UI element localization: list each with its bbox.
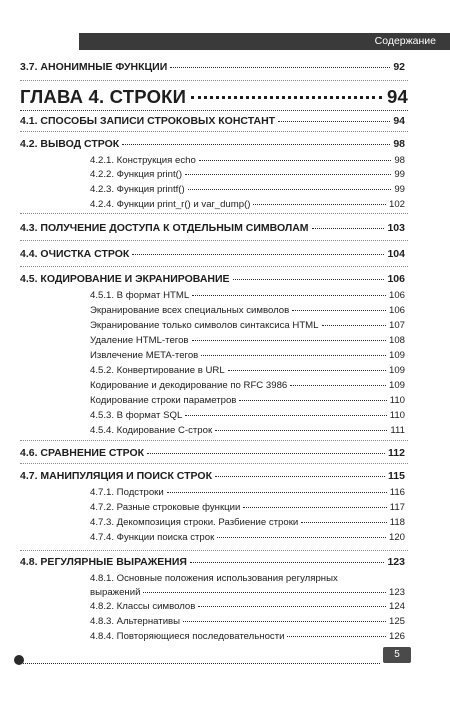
dot-leader	[185, 415, 386, 416]
entry-title: 4.8. РЕГУЛЯРНЫЕ ВЫРАЖЕНИЯ	[20, 556, 187, 568]
dot-leader	[199, 160, 392, 161]
section-separator	[20, 550, 408, 551]
entry-title: Извлечение META-тегов	[90, 350, 199, 361]
entry-page: 99	[394, 169, 405, 180]
footer-rule	[20, 663, 380, 664]
entry-title: 4.7.1. Подстроки	[90, 487, 164, 498]
chapter-separator	[20, 110, 408, 111]
dot-leader	[143, 592, 386, 593]
entry-title: 4.7.4. Функции поиска строк	[90, 532, 215, 543]
section-separator	[20, 240, 408, 241]
entry-page: 124	[388, 601, 405, 612]
toc-entry-4-8-4[interactable]	[90, 631, 405, 642]
entry-title: 4.8.4. Повторяющиеся последовательности	[90, 631, 285, 642]
dot-leader	[132, 254, 384, 255]
dot-leader	[278, 121, 390, 122]
dot-leader	[183, 621, 386, 622]
toc-entry-4-7-1[interactable]	[90, 487, 405, 498]
entry-title: 4.5.4. Кодирование C-строк	[90, 425, 213, 436]
entry-title: Удаление HTML-тегов	[90, 335, 189, 346]
entry-page: 116	[389, 487, 405, 498]
dot-leader	[190, 562, 385, 563]
toc-entry-4-7-3[interactable]	[90, 517, 405, 528]
toc-entry-4-8-1[interactable]	[90, 573, 405, 584]
entry-title: 4.5. КОДИРОВАНИЕ И ЭКРАНИРОВАНИЕ	[20, 273, 230, 285]
entry-page: 111	[390, 425, 405, 436]
toc-entry-meta-tags[interactable]	[90, 350, 405, 361]
entry-title: 4.5.2. Конвертирование в URL	[90, 365, 225, 376]
entry-title: 4.5.3. В формат SQL	[90, 410, 183, 421]
dot-leader	[215, 430, 387, 431]
toc-entry-4-5-3[interactable]	[90, 410, 405, 421]
dot-leader	[147, 453, 385, 454]
entry-title: 4.6. СРАВНЕНИЕ СТРОК	[20, 447, 145, 459]
dot-leader	[292, 310, 386, 311]
toc-entry-4-2-4[interactable]	[90, 199, 405, 210]
dot-leader	[239, 400, 386, 401]
dot-leader	[253, 204, 386, 205]
toc-entry-4-8[interactable]	[20, 556, 405, 568]
entry-page: 123	[388, 587, 405, 598]
dot-leader	[167, 492, 387, 493]
dot-leader	[185, 174, 391, 175]
entry-page: 109	[388, 350, 405, 361]
entry-page: 115	[388, 470, 405, 482]
toc-entry-4-4[interactable]	[20, 248, 405, 260]
chapter-page: 94	[387, 86, 408, 107]
section-separator	[20, 440, 408, 441]
toc-entry-escaping-all[interactable]	[90, 305, 405, 316]
toc-entry-4-5[interactable]	[20, 273, 405, 285]
entry-title: 4.2.2. Функция print()	[90, 169, 183, 180]
dot-leader	[192, 295, 386, 296]
entry-title: Экранирование всех специальных символов	[90, 305, 290, 316]
entry-title: 4.7. МАНИПУЛЯЦИЯ И ПОИСК СТРОК	[20, 470, 212, 482]
entry-page: 112	[388, 447, 405, 459]
dot-leader	[233, 279, 385, 280]
entry-title: 3.7. АНОНИМНЫЕ ФУНКЦИИ	[20, 61, 168, 73]
entry-page: 117	[389, 502, 405, 513]
dot-leader	[322, 325, 386, 326]
toc-chapter-4[interactable]	[20, 86, 408, 108]
entry-page: 110	[389, 410, 405, 421]
dot-leader	[243, 507, 386, 508]
section-separator	[20, 131, 408, 132]
entry-page: 125	[388, 616, 405, 627]
toc-entry-4-7[interactable]	[20, 470, 405, 482]
entry-page: 106	[388, 305, 405, 316]
entry-title: 4.3. ПОЛУЧЕНИЕ ДОСТУПА К ОТДЕЛЬНЫМ СИМВОЛАМ	[20, 222, 309, 234]
entry-page: 106	[387, 273, 405, 285]
toc-entry-4-5-1[interactable]	[90, 290, 405, 301]
section-separator	[20, 80, 408, 81]
entry-page: 94	[393, 115, 405, 127]
toc-entry-4-8-3[interactable]	[90, 616, 405, 627]
entry-page: 123	[387, 556, 405, 568]
entry-page: 109	[388, 365, 405, 376]
toc-entry-3-7[interactable]	[20, 61, 405, 73]
dot-leader	[312, 228, 385, 229]
toc-entry-4-2[interactable]	[20, 138, 405, 150]
section-separator	[20, 266, 408, 267]
running-header-title: Содержание	[374, 35, 436, 47]
page-number-badge: 5	[383, 647, 411, 663]
entry-page: 98	[394, 155, 405, 166]
entry-title: 4.7.3. Декомпозиция строки. Разбиение строки	[90, 517, 299, 528]
dot-leader	[287, 636, 386, 637]
toc-entry-4-5-2[interactable]	[90, 365, 405, 376]
dot-leader	[290, 385, 386, 386]
entry-page: 103	[387, 222, 405, 234]
dot-leader	[192, 340, 386, 341]
toc-entry-4-8-2[interactable]	[90, 601, 405, 612]
toc-entry-4-7-2[interactable]	[90, 502, 405, 513]
entry-title: 4.2.1. Конструкция echo	[90, 155, 196, 166]
entry-title: 4.4. ОЧИСТКА СТРОК	[20, 248, 130, 260]
chapter-title: ГЛАВА 4. СТРОКИ	[20, 86, 187, 107]
entry-page: 107	[388, 320, 405, 331]
entry-page: 106	[388, 290, 405, 301]
entry-page: 109	[388, 380, 405, 391]
entry-page: 104	[387, 248, 405, 260]
dot-leader	[122, 144, 390, 145]
entry-page: 98	[393, 138, 405, 150]
entry-title: Кодирование строки параметров	[90, 395, 237, 406]
section-separator	[20, 213, 408, 214]
toc-entry-query-string[interactable]	[90, 395, 405, 406]
entry-title: выражений	[90, 587, 141, 598]
entry-page: 102	[388, 199, 405, 210]
entry-title: 4.8.1. Основные положения использования регулярных	[90, 573, 338, 584]
toc-entry-4-5-4[interactable]	[90, 425, 405, 436]
entry-page: 99	[394, 184, 405, 195]
toc-entry-4-1[interactable]	[20, 115, 405, 127]
section-separator	[20, 463, 408, 464]
toc-entry-4-7-4[interactable]	[90, 532, 405, 543]
toc-entry-4-3[interactable]	[20, 222, 405, 234]
toc-entry-4-2-3[interactable]	[90, 184, 405, 195]
entry-title: 4.8.3. Альтернативы	[90, 616, 181, 627]
dot-leader	[217, 537, 386, 538]
entry-page: 110	[389, 395, 405, 406]
entry-title: 4.5.1. В формат HTML	[90, 290, 190, 301]
entry-title: Кодирование и декодирование по RFC 3986	[90, 380, 288, 391]
toc-entry-escaping-html[interactable]	[90, 320, 405, 331]
toc-entry-4-2-1[interactable]	[90, 155, 405, 166]
dot-leader	[301, 522, 386, 523]
entry-page: 120	[388, 532, 405, 543]
entry-title: Экранирование только символов синтаксиса HTML	[90, 320, 319, 331]
toc-entry-4-8-1-cont[interactable]	[90, 587, 405, 598]
toc-entry-strip-tags[interactable]	[90, 335, 405, 346]
entry-title: 4.7.2. Разные строковые функции	[90, 502, 241, 513]
entry-title: 4.2. ВЫВОД СТРОК	[20, 138, 120, 150]
dot-leader	[201, 355, 386, 356]
dot-leader	[191, 96, 382, 99]
entry-page: 118	[389, 517, 405, 528]
dot-leader	[228, 370, 386, 371]
entry-title: 4.8.2. Классы символов	[90, 601, 196, 612]
entry-title: 4.1. СПОСОБЫ ЗАПИСИ СТРОКОВЫХ КОНСТАНТ	[20, 115, 276, 127]
dot-leader	[215, 476, 385, 477]
dot-leader	[170, 67, 390, 68]
dot-leader	[198, 606, 386, 607]
toc-entry-4-6[interactable]	[20, 447, 405, 459]
entry-page: 92	[393, 61, 405, 73]
toc-entry-rfc3986[interactable]	[90, 380, 405, 391]
entry-page: 126	[388, 631, 405, 642]
entry-title: 4.2.4. Функции print_r() и var_dump()	[90, 199, 251, 210]
entry-title: 4.2.3. Функция printf()	[90, 184, 185, 195]
dot-leader	[188, 189, 392, 190]
entry-page: 108	[388, 335, 405, 346]
toc-entry-4-2-2[interactable]	[90, 169, 405, 180]
